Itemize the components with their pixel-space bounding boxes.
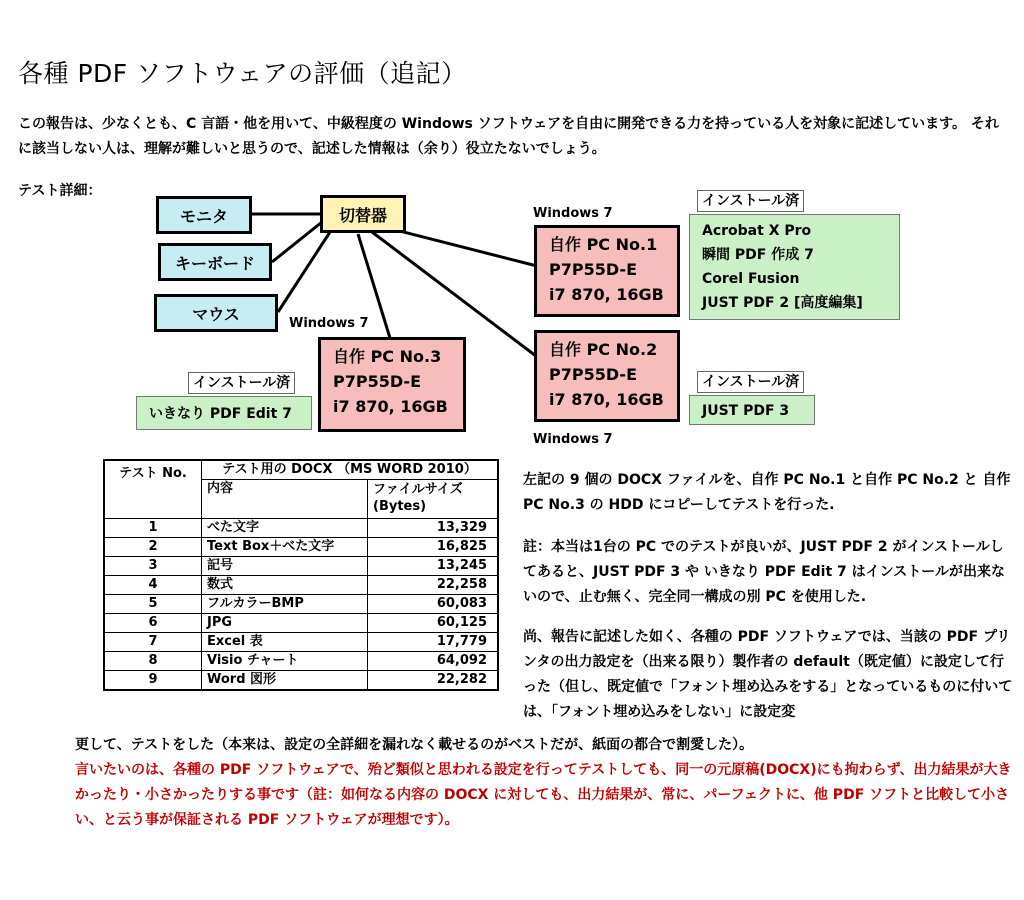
row-no: 5 (104, 595, 202, 614)
pc3-installed-item: いきなり PDF Edit 7 (149, 406, 292, 422)
pc1-installed-item: JUST PDF 2 [高度編集] (702, 295, 863, 311)
row-content: べた文字 (202, 519, 368, 538)
pc3-line-name: 自作 PC No.3 (333, 347, 442, 366)
pc2-box (534, 330, 680, 422)
table-row (104, 538, 498, 557)
row-size: 22,282 (368, 671, 499, 691)
table-row (104, 557, 498, 576)
pc1-os-label: Windows 7 (533, 206, 613, 221)
row-no: 3 (104, 557, 202, 576)
keyboard-box: キーボード (158, 243, 272, 281)
pc2-installed-box (689, 395, 815, 425)
row-no: 8 (104, 652, 202, 671)
table-row (104, 652, 498, 671)
row-no: 4 (104, 576, 202, 595)
pc2-installed-tag: インストール済 (697, 371, 804, 393)
row-content: Text Box＋べた文字 (202, 538, 368, 557)
pc2-line-spec: i7 870, 16GB (549, 390, 664, 409)
paragraph-settings-continued: 更して、テストをした（本来は、設定の全詳細を漏れなく載せるのがベストだが、紙面の都合で割愛した）。 (75, 737, 754, 753)
col-header-no: テスト No. (104, 460, 202, 519)
mouse-box: マウス (154, 294, 278, 332)
test-details-label: テスト詳細： (18, 183, 102, 199)
pc1-box (534, 225, 680, 317)
table-row (104, 614, 498, 633)
pc3-installed-tag: インストール済 (188, 372, 295, 394)
row-no: 2 (104, 538, 202, 557)
table-row (104, 519, 498, 538)
row-size: 22,258 (368, 576, 499, 595)
table-row (104, 671, 498, 691)
pc3-installed-box (136, 396, 312, 430)
pc2-line-name: 自作 PC No.2 (549, 340, 658, 359)
pc1-line-name: 自作 PC No.1 (549, 235, 658, 254)
monitor-box: モニタ (156, 196, 252, 234)
row-no: 7 (104, 633, 202, 652)
pc1-installed-box (689, 214, 900, 320)
pc1-installed-item: Acrobat X Pro (702, 223, 812, 239)
row-content: 数式 (202, 576, 368, 595)
pc3-line-spec: i7 870, 16GB (333, 397, 448, 416)
row-size: 60,083 (368, 595, 499, 614)
pc3-line-board: P7P55D-E (333, 372, 421, 391)
row-content: Visio チャート (202, 652, 368, 671)
pc1-installed-item: 瞬間 PDF 作成 7 (702, 247, 814, 263)
line-mouse (278, 232, 330, 312)
row-content: JPG (202, 614, 368, 633)
row-content: 記号 (202, 557, 368, 576)
pc1-line-board: P7P55D-E (549, 260, 637, 279)
row-no: 6 (104, 614, 202, 633)
pc1-line-spec: i7 870, 16GB (549, 285, 664, 304)
row-no: 1 (104, 519, 202, 538)
pc1-installed-tag: インストール済 (697, 190, 804, 212)
page-title: 各種 PDF ソフトウェアの評価（追記） (18, 59, 467, 88)
row-size: 16,825 (368, 538, 499, 557)
conclusion-paragraph: 言いたいのは、各種の PDF ソフトウェアで、殆ど類似と思われる設定を行ってテストしても、同一の元原稿(DOCX)にも拘わらず、出力結果が大きかったり・小さかったりする事です（註：如何なる内容の DOCX に対しても、出力結果が、常に、パーフェクトに、他 PDF ソフトと比較して小さい、と云う事が保証される PDF ソフトウェアが理想です）。 (75, 762, 1012, 828)
row-no: 9 (104, 671, 202, 691)
pc3-box (318, 337, 466, 432)
row-size: 13,329 (368, 519, 499, 538)
paragraph-copy-files: 左記の 9 個の DOCX ファイルを、自作 PC No.1 と自作 PC No.2 と 自作 PC No.3 の HDD にコピーしてテストを行った. (523, 472, 1011, 513)
pc2-installed-item: JUST PDF 3 (702, 403, 790, 419)
col-header-size: ファイルサイズ (Bytes) (368, 480, 499, 519)
table-row (104, 576, 498, 595)
row-content: フルカラーBMP (202, 595, 368, 614)
paragraph-note: 註：本当は1台の PC でのテストが良いが、JUST PDF 2 がインストールしてあると、JUST PDF 3 や いきなり PDF Edit 7 はインストールが出来ないので、止む無く、完全同一構成の別 PC を使用した. (523, 539, 1005, 605)
table-group-header: テスト用の DOCX （MS WORD 2010） (202, 460, 499, 480)
table-row (104, 595, 498, 614)
col-header-content: 内容 (202, 480, 368, 519)
intro-paragraph: この報告は、少なくとも、C 言語・他を用いて、中級程度の Windows ソフトウェアを自由に開発できる力を持っている人を対象に記述しています。 それに該当しない人は、理解が難しいと思うので、記述した情報は（余り）役立たないでしょう。 (18, 116, 999, 157)
pc3-os-label: Windows 7 (289, 316, 369, 331)
pc2-os-label: Windows 7 (533, 432, 613, 447)
docx-test-table (103, 459, 499, 691)
row-content: Excel 表 (202, 633, 368, 652)
pc1-installed-item: Corel Fusion (702, 271, 800, 287)
pc2-line-board: P7P55D-E (549, 365, 637, 384)
table-row (104, 633, 498, 652)
row-size: 17,779 (368, 633, 499, 652)
row-size: 13,245 (368, 557, 499, 576)
paragraph-settings: 尚、報告に記述した如く、各種の PDF ソフトウェアでは、当該の PDF プリンタの出力設定を（出来る限り）製作者の default（既定値）に設定して行った（但し、既定値で「フォント埋め込みをする」となっているものに付いては、「フォント埋め込みをしない」に設定変 (523, 629, 1013, 720)
switcher-box: 切替器 (320, 195, 406, 233)
row-size: 60,125 (368, 614, 499, 633)
row-content: Word 図形 (202, 671, 368, 691)
row-size: 64,092 (368, 652, 499, 671)
